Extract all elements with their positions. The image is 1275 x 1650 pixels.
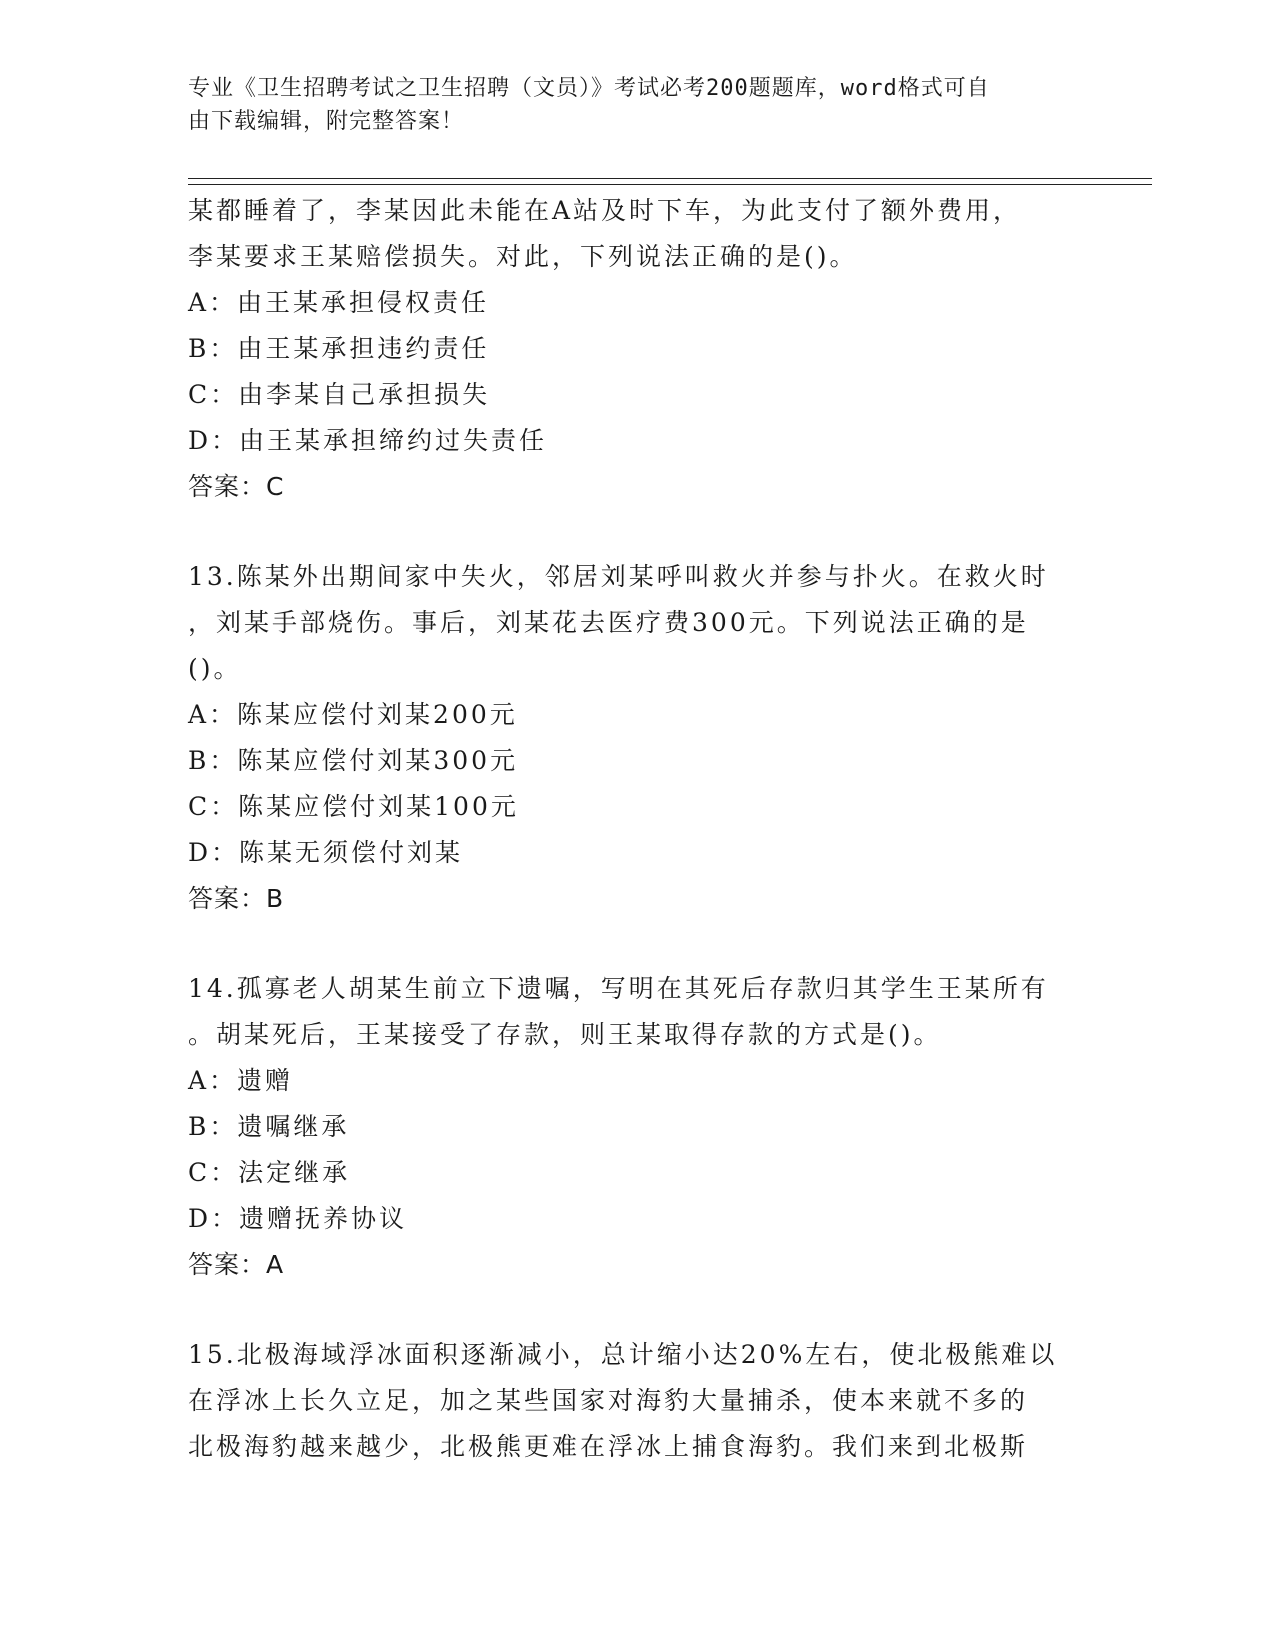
spacer: [188, 510, 1088, 554]
option-d: D：遗赠抚养协议: [188, 1204, 408, 1233]
option-b: B：陈某应偿付刘某300元: [188, 746, 519, 775]
answer: 答案：A: [188, 1250, 285, 1279]
question-stem: 13.陈某外出期间家中失火，邻居刘某呼叫救火并参与扑火。在救火时: [188, 562, 1049, 591]
question-15: [188, 1332, 1088, 1470]
question-stem: ()。: [188, 654, 242, 683]
option-c: C：由李某自己承担损失: [188, 380, 491, 409]
document-header: [188, 72, 1068, 138]
spacer: [188, 922, 1088, 966]
question-stem: 北极海豹越来越少，北极熊更难在浮冰上捕食海豹。我们来到北极斯: [188, 1432, 1029, 1461]
question-stem: 在浮冰上长久立足，加之某些国家对海豹大量捕杀，使本来就不多的: [188, 1386, 1029, 1415]
option-d: D：由王某承担缔约过失责任: [188, 426, 548, 455]
option-a: A：陈某应偿付刘某200元: [188, 700, 518, 729]
option-c: C：陈某应偿付刘某100元: [188, 792, 519, 821]
option-b: B：遗嘱继承: [188, 1112, 350, 1141]
header-rule-top: [188, 178, 1152, 179]
header-line-2: 由下载编辑，附完整答案！: [188, 109, 465, 134]
question-stem: ，刘某手部烧伤。事后，刘某花去医疗费300元。下列说法正确的是: [188, 608, 1029, 637]
option-a: A：由王某承担侵权责任: [188, 288, 490, 317]
option-c: C：法定继承: [188, 1158, 351, 1187]
answer: 答案：C: [188, 472, 285, 501]
question-stem: 某都睡着了，李某因此未能在A站及时下车，为此支付了额外费用，: [188, 196, 1022, 225]
question-stem: 李某要求王某赔偿损失。对此，下列说法正确的是()。: [188, 242, 858, 271]
question-13: [188, 554, 1088, 922]
question-stem: 14.孤寡老人胡某生前立下遗嘱，写明在其死后存款归其学生王某所有: [188, 974, 1049, 1003]
option-b: B：由王某承担违约责任: [188, 334, 490, 363]
question-stem: 15.北极海域浮冰面积逐渐减小，总计缩小达20%左右，使北极熊难以: [188, 1340, 1058, 1369]
question-12: [188, 188, 1088, 510]
answer: 答案：B: [188, 884, 285, 913]
question-14: [188, 966, 1088, 1288]
spacer: [188, 1288, 1088, 1332]
header-line-1: 专业《卫生招聘考试之卫生招聘（文员）》考试必考200题题库，word格式可自: [188, 76, 990, 101]
option-d: D：陈某无须偿付刘某: [188, 838, 464, 867]
question-stem: 。胡某死后，王某接受了存款，则王某取得存款的方式是()。: [188, 1020, 942, 1049]
question-list: [188, 188, 1088, 1470]
header-rule-bottom: [188, 184, 1152, 185]
option-a: A：遗赠: [188, 1066, 294, 1095]
